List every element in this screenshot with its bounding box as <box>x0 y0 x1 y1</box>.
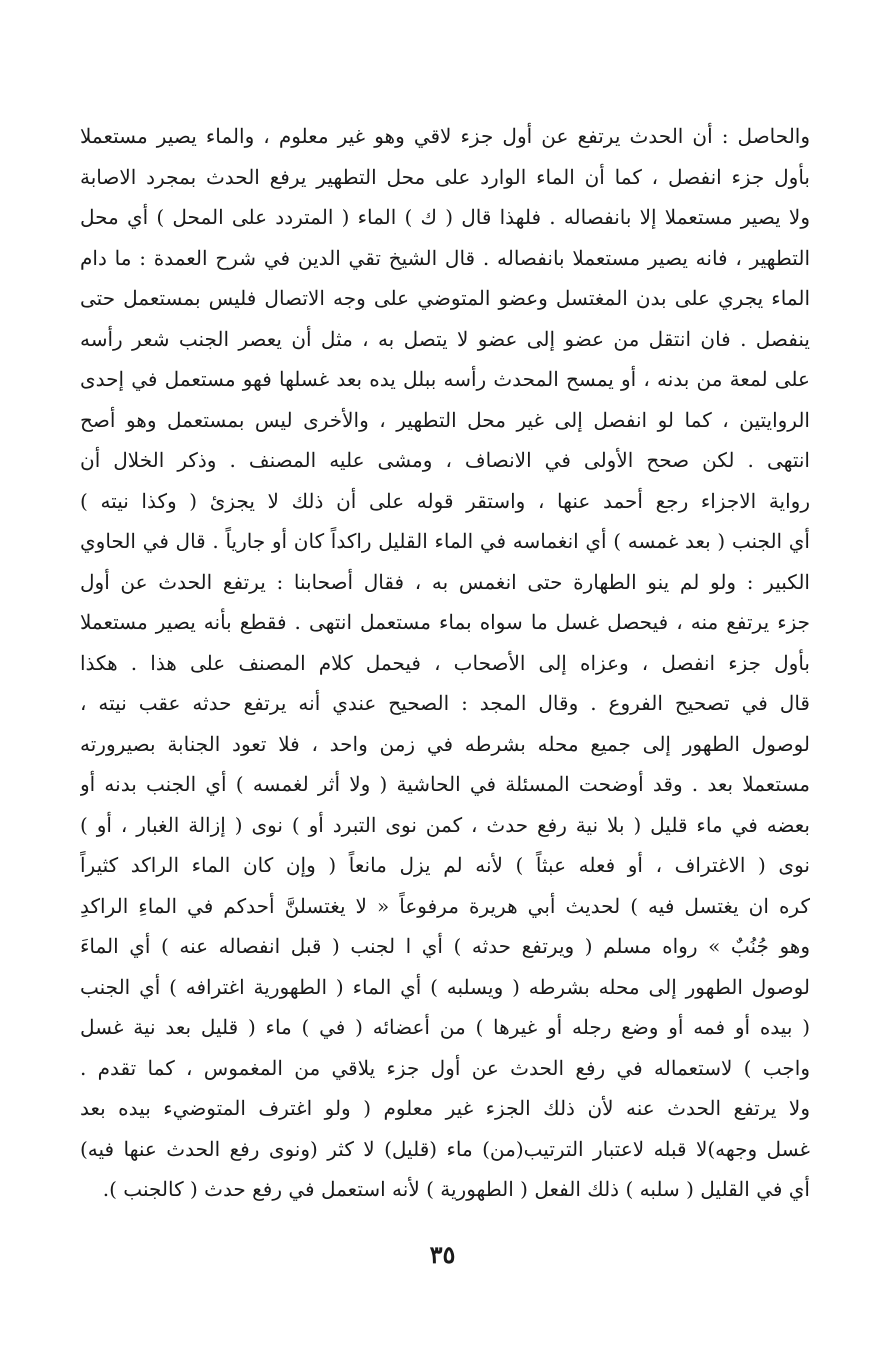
text-line: والحاصل : أن الحدث يرتفع عن أول جزء لاقي وهو غير معلوم ، والماء يصير مستعملا <box>80 124 810 148</box>
text-line: على لمعة من بدنه ، أو يمسح المحدث رأسه ببلل يده بعد غسلها فهو مستعمل في إحدى <box>80 367 810 391</box>
text-line: نوى ( الاغتراف ، أو فعله عبثاً ) لأنه لم يزل مانعاً ( وإن كان الماء الراكد كثيراً <box>80 853 810 877</box>
text-line: مستعملا بعد . وقد أوضحت المسئلة في الحاشية ( ولا أثر لغمسه ) أي الجنب بدنه أو <box>80 772 810 796</box>
text-line: رواية الاجزاء رجع أحمد عنها ، واستقر قوله على أن ذلك لا يجزئ ( وكذا نيته ) <box>80 488 810 513</box>
text-line: غسل وجهه)لا قبله لاعتبار الترتيب(من) ماء (قليل) لا كثر (ونوى رفع الحدث عنها فيه) <box>80 1136 810 1161</box>
text-line: أي في القليل ( سلبه ) ذلك الفعل ( الطهورية ) لأنه استعمل في رفع حدث ( كالجنب ). <box>102 1177 810 1201</box>
text-line: بعضه في ماء قليل ( بلا نية رفع حدث ، كمن نوى التبرد أو ) نوى ( إزالة الغبار ، أو ) <box>80 812 810 837</box>
text-line: الكبير : ولو لم ينو الطهارة حتى انغمس به ، فقال أصحابنا : يرتفع الحدث عن أول <box>80 569 810 594</box>
page-number: ٣٥ <box>429 1240 456 1269</box>
text-line: بأول جزء انفصل ، وعزاه إلى الأصحاب ، فيحمل كلام المصنف على هذا . هكذا <box>80 650 810 675</box>
text-line: لوصول الطهور إلى محله بشرطه ( ويسلبه ) أي الماء ( الطهورية اغترافه ) أي الجنب <box>80 974 810 999</box>
text-line: ينفصل . فان انتقل من عضو إلى عضو لا يتصل به ، مثل أن يعصر الجنب شعر رأسه <box>80 326 810 351</box>
text-line: الماء يجري على بدن المغتسل وعضو المتوضي على وجه الاتصال فليس بمستعمل حتى <box>80 286 810 310</box>
text-line: وهو جُنُبٌ » رواه مسلم ( ويرتفع حدثه ) أي ا لجنب ( قبل انفصاله عنه ) أي الماءَ <box>80 934 810 958</box>
text-line: التطهير ، فانه يصير مستعملا بانفصاله . قال الشيخ تقي الدين في شرح العمدة : ما دام <box>80 245 810 270</box>
text-line: كره ان يغتسل فيه ) لحديث أبي هريرة مرفوعاً « لا يغتسلنَّ أحدكم في الماءِ الراكدِ <box>80 893 810 918</box>
body-text <box>80 116 810 1210</box>
text-line: الروايتين ، كما لو انفصل إلى غير محل التطهير ، والأخرى ليس بمستعمل وهو أصح <box>80 407 810 432</box>
text-line: ولا يرتفع الحدث عنه لأن ذلك الجزء غير معلوم ( ولو اغترف المتوضيء بيده بعد <box>80 1096 810 1120</box>
text-line: انتهى . لكن صحح الأولى في الانصاف ، ومشى عليه المصنف . وذكر الخلال أن <box>80 448 810 472</box>
text-line: قال في تصحيح الفروع . وقال المجد : الصحيح عندي أنه يرتفع حدثه عقب نيته ، <box>80 691 810 715</box>
text-line: واجب ) لاستعماله في رفع الحدث عن أول جزء يلاقي من المغموس ، كما تقدم . <box>80 1055 810 1080</box>
text-line: ولا يصير مستعملا إلا بانفصاله . فلهذا قال ( ك ) الماء ( المتردد على المحل ) أي محل <box>80 205 810 229</box>
text-line: بأول جزء انفصل ، كما أن الماء الوارد على محل التطهير يرفع الحدث بمجرد الاصابة <box>80 164 810 189</box>
text-line: لوصول الطهور إلى جميع محله بشرطه في زمن واحد ، فلا تعود الجنابة بصيرورته <box>80 731 810 756</box>
text-line: أي الجنب ( بعد غمسه ) أي انغماسه في الماء القليل راكداً كان أو جارياً . قال في الحاوي <box>80 529 810 553</box>
text-line: جزء يرتفع منه ، فيحصل غسل ما سواه بماء مستعمل انتهى . فقطع بأنه يصير مستعملا <box>80 610 810 634</box>
text-line: ( بيده أو فمه أو وضع رجله أو غيرها ) من أعضائه ( في ) ماء ( قليل بعد نية غسل <box>80 1015 810 1039</box>
